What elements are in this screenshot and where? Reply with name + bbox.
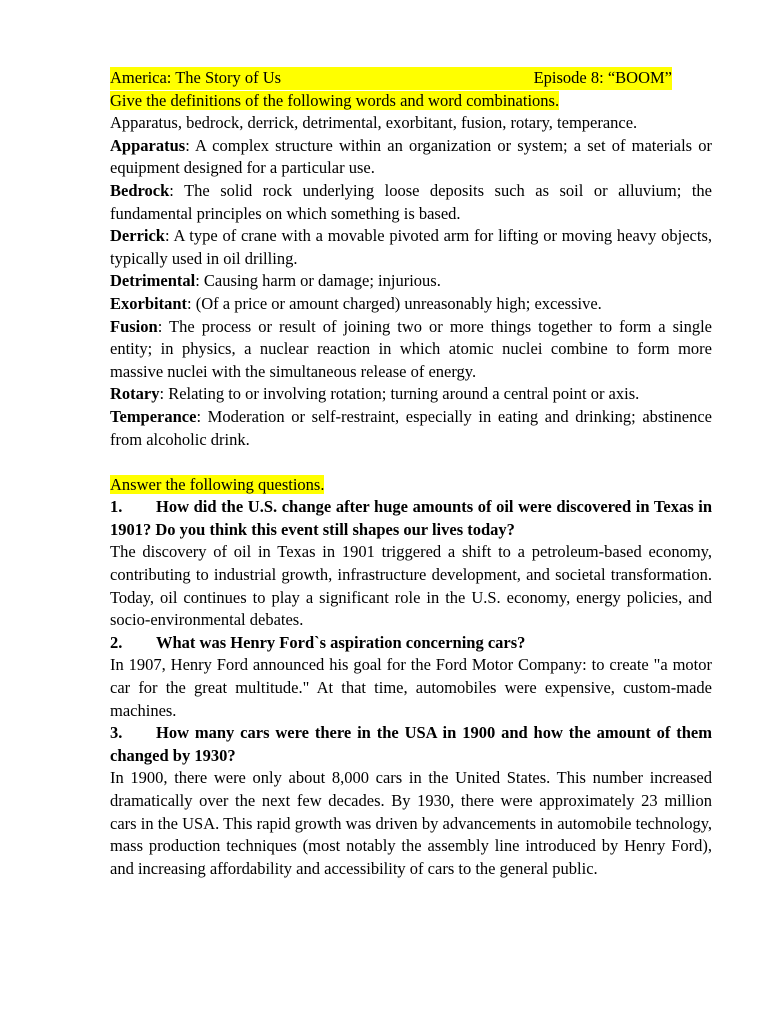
definition-item	[110, 180, 712, 225]
definition-term: Temperance	[110, 406, 197, 426]
definition-item	[110, 406, 712, 451]
question-number: 3.	[110, 723, 123, 743]
question-text: How did the U.S. change after huge amounts of oil were discovered in Texas in 1901? Do you think this event still shapes our lives today?	[110, 497, 712, 539]
question-text-line	[110, 496, 712, 541]
question-list	[110, 496, 712, 880]
answer-text: In 1900, there were only about 8,000 cars in the United States. This number increased dramatically over the next few decades. By 1930, there were approximately 23 million cars in the USA. This rapid growth was driven by advancements in automobile technology, mass production techniques (most notably the assembly line introduced by Henry Ford), and increasing affordability and accessibility of cars to the general public.	[110, 768, 712, 878]
definition-text: : The process or result of joining two or more things together to form a single entity; in physics, a nuclear reaction in which atomic nuclei combine to form more massive nuclei with the simultaneous release of energy.	[110, 316, 712, 381]
definition-text: : Causing harm or damage; injurious.	[195, 271, 441, 291]
question-text: How many cars were there in the USA in 1900 and how the amount of them changed by 1930?	[110, 723, 712, 765]
answer-text: The discovery of oil in Texas in 1901 triggered a shift to a petroleum-based economy, contributing to industrial growth, infrastructure development, and societal transformation. Today, oil continues to play a significant role in the U.S. economy, energy policies, and socio-environmental debates.	[110, 542, 712, 630]
definition-term: Fusion	[110, 316, 158, 336]
definition-text: : (Of a price or amount charged) unreasonably high; excessive.	[187, 293, 602, 313]
question-number: 1.	[110, 497, 123, 517]
definition-item	[110, 383, 712, 406]
question-number: 2.	[110, 632, 123, 652]
definition-term: Apparatus	[110, 135, 186, 155]
document-header	[110, 67, 672, 90]
definition-term: Derrick	[110, 226, 165, 246]
definition-item	[110, 135, 712, 180]
question-block	[110, 722, 712, 880]
questions-instruction-line	[110, 474, 712, 497]
definition-term: Rotary	[110, 384, 160, 404]
definition-item	[110, 270, 712, 293]
vocab-instruction-line	[110, 90, 712, 113]
question-text-line	[110, 632, 712, 655]
course-title: America: The Story of Us	[110, 68, 282, 87]
definition-text: : Relating to or involving rotation; turning around a central point or axis.	[159, 384, 640, 404]
word-list: Apparatus, bedrock, derrick, detrimental, exorbitant, fusion, rotary, temperance.	[110, 113, 638, 133]
definition-text: : A complex structure within an organization or system; a set of materials or equipment designed for a particular use.	[110, 135, 712, 178]
answer-text: In 1907, Henry Ford announced his goal for the Ford Motor Company: to create "a motor car for the great multitude." At that time, automobiles were expensive, custom-made machines.	[110, 655, 712, 720]
definition-text: : A type of crane with a movable pivoted arm for lifting or moving heavy objects, typically used in oil drilling.	[110, 226, 712, 268]
definition-list	[110, 135, 712, 451]
definition-text: : Moderation or self-restraint, especially in eating and drinking; abstinence from alcoholic drink.	[110, 406, 712, 449]
question-block	[110, 496, 712, 632]
document-page	[110, 67, 712, 880]
spacer	[110, 451, 712, 474]
definition-item	[110, 293, 712, 316]
definition-text: : The solid rock underlying loose deposits such as soil or alluvium; the fundamental principles on which something is based.	[110, 180, 712, 223]
question-text-line	[110, 722, 712, 767]
definition-term: Bedrock	[110, 180, 170, 200]
definition-term: Detrimental	[110, 271, 196, 291]
episode-title: Episode 8: “BOOM”	[533, 68, 672, 87]
definition-item	[110, 316, 712, 384]
definition-term: Exorbitant	[110, 293, 188, 313]
question-text: What was Henry Ford`s aspiration concerning cars?	[156, 632, 526, 652]
questions-instruction: Answer the following questions.	[110, 474, 325, 494]
definition-item	[110, 225, 712, 270]
question-block	[110, 632, 712, 722]
vocab-instruction: Give the definitions of the following words and word combinations.	[110, 90, 560, 110]
